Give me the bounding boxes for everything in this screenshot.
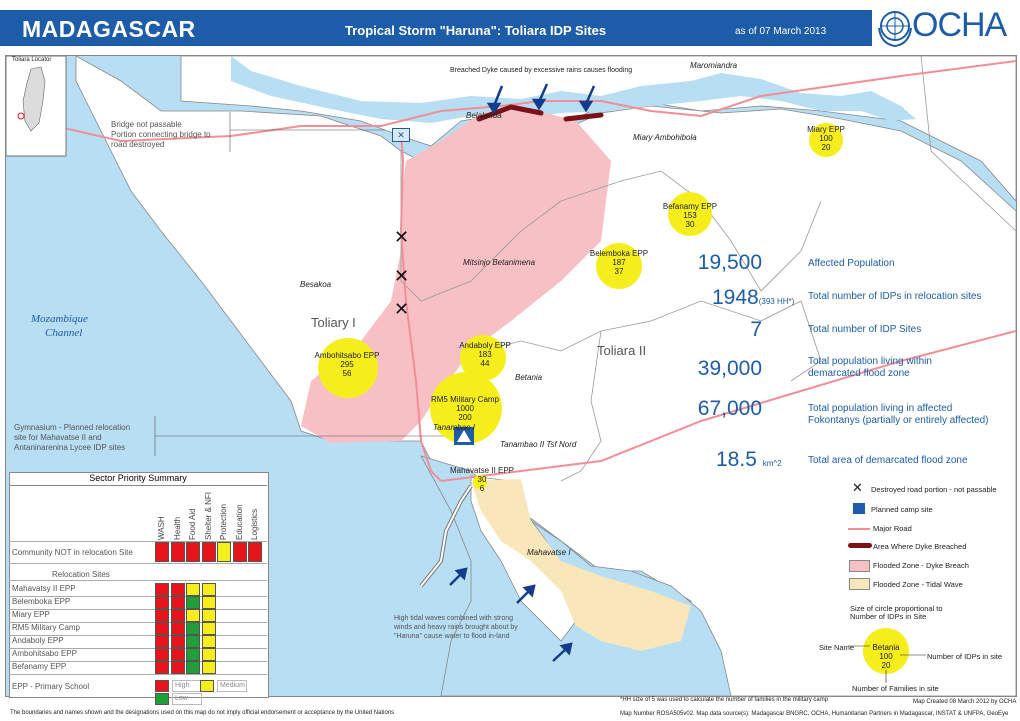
legend-dyke-breached: Area Where Dyke Breached	[873, 542, 967, 551]
sector-row-label: Befanamy EPP	[12, 662, 67, 671]
site-label-ambohitsabo: Ambohitsabo EPP 295 56	[314, 351, 380, 378]
legend-destroyed-road-icon: ✕	[852, 480, 863, 495]
stat-label-flood-pop-2: demarcated flood zone	[808, 368, 910, 379]
sector-row-label: Mahavatsy II EPP	[12, 584, 76, 593]
stat-label-affected: Affected Population	[808, 258, 895, 269]
place-toliara-ii: Toliara II	[597, 343, 647, 358]
legend-size-note-1: Size of circle proportional to	[850, 604, 943, 613]
legend-families-label: Number of Families in site	[852, 684, 939, 693]
stat-label-sites: Total number of IDP Sites	[808, 324, 922, 335]
stat-value-sites: 7	[750, 318, 762, 341]
footer-created: Map Created 08 March 2012 by OCHA	[913, 699, 1017, 705]
stat-label-fokontany-1: Total population living in affected	[808, 403, 953, 414]
legend-flood-dyke: Flooded Zone - Dyke Breach	[873, 561, 969, 570]
sector-header: Protection	[219, 503, 228, 540]
sector-header: Education	[234, 504, 244, 540]
place-mahavatse-i: Mahavatse I	[527, 548, 571, 557]
key-label-high: High	[172, 680, 202, 692]
stat-label-flood-pop-1: Total population living within	[808, 356, 932, 367]
destroyed-road-icon: ✕	[394, 227, 410, 247]
annotation-bridge-1: Bridge not passable	[111, 120, 182, 129]
footer-disclaimer: The boundaries and names shown and the designations used on this map do not imply official endorsement or acceptance by the United Nations	[10, 710, 395, 716]
site-label-miary: Miary EPP 100 20	[807, 125, 845, 152]
site-label-befanamy: Befanamy EPP 153 30	[662, 202, 718, 229]
sector-row-label: Andaboly EPP	[12, 636, 64, 645]
sector-row-label: EPP - Primary School	[12, 682, 90, 691]
sector-header: Shelter & NFI	[203, 491, 213, 540]
place-belalanda: Belalanda	[466, 111, 502, 120]
sector-header: WASH	[157, 516, 166, 540]
place-besakoa: Besakoa	[300, 280, 332, 289]
site-label-rm5: RM5 Military Camp 1000 200	[430, 395, 500, 422]
annotation-dyke: Breached Dyke caused by excessive rains causes flooding	[450, 67, 633, 74]
stat-value-affected-fokontany: 67,000	[697, 397, 762, 420]
annotation-tidal-2: winds and heavy rains brought about by	[394, 624, 518, 631]
place-miary-ambohibola: Miary Ambohibola	[633, 133, 697, 142]
sector-row-label: Ambohitsabo EPP	[12, 649, 77, 658]
annotation-gymnasium-2: site for Mahavatse II and	[14, 433, 102, 442]
ocha-logo-text: OCHA	[912, 6, 1007, 44]
stat-label-fokontany-2: Fokontanys (partially or entirely affected)	[808, 415, 989, 426]
country-title: MADAGASCAR	[22, 16, 196, 42]
stat-value-affected: 19,500	[697, 251, 762, 274]
legend-size-note-2: Number of IDPs in Site	[850, 612, 927, 621]
sector-header: Health	[172, 516, 182, 540]
legend-destroyed-road: Destroyed road portion - not passable	[871, 485, 997, 494]
place-tanambao-ii: Tanambao II Tsf Nord	[500, 440, 577, 449]
locator-title: Toliara Locator	[12, 57, 52, 63]
sector-row-label: RM5 Military Camp	[12, 623, 81, 632]
annotation-bridge-2: Portion connecting bridge to	[111, 130, 211, 139]
map-date: as of 07 March 2013	[735, 26, 827, 37]
legend-major-road: Major Road	[873, 524, 912, 533]
place-channel: Channel	[45, 327, 83, 339]
site-label-belemboka: Belemboka EPP 187 37	[589, 249, 649, 276]
stat-value-flood-pop: 39,000	[697, 357, 762, 380]
legend-sample-text: Betania 100 20	[872, 643, 900, 670]
footer-hh-note: *HH size of 5 was used to calculate the number of families in the military camp	[620, 697, 829, 703]
stat-value-flood-area: 18.5 km^2	[716, 448, 782, 471]
site-label-andaboly: Andaboly EPP 183 44	[459, 341, 511, 368]
key-label-medium: Medium	[217, 680, 247, 692]
place-tanambao-i: Tanambao I	[433, 423, 475, 432]
sector-summary-title: Sector Priority Summary	[9, 472, 267, 486]
place-toliary-i: Toliary I	[311, 315, 356, 330]
bridge-icon: ✕	[392, 128, 410, 142]
legend-planned-camp: Planned camp site	[871, 505, 933, 514]
sector-row-label: Belemboka EPP	[12, 597, 71, 606]
sector-row-label: Miary EPP	[12, 610, 50, 619]
map-title: Tropical Storm "Haruna": Toliara IDP Sites	[345, 23, 607, 38]
sector-row-label: Relocation Sites	[52, 570, 110, 579]
destroyed-road-icon: ✕	[394, 266, 410, 286]
stat-value-idps: 1948(393 HH*)	[712, 286, 795, 309]
annotation-gymnasium-1: Gymnasium - Planned relocation	[14, 423, 131, 432]
place-mitsinjo: Mitsinjo Betanimena	[463, 258, 536, 267]
legend-site-name-label: Site Name	[819, 643, 855, 652]
site-label-mahavatse: Mahavatse II EPP 30 6	[449, 466, 515, 493]
footer-sources: Map Number ROSA505v02. Map data source(s): Madagascar BNGRC, OCHA, Humanitarian Partners in Madagascar, INSTAT & UNFPA, GeoEye	[620, 711, 1009, 717]
legend-flood-tidal: Flooded Zone - Tidal Wave	[873, 580, 963, 589]
annotation-tidal-3: "Haruna" cause water to flood in-land	[394, 633, 510, 640]
legend-idps-label: Number of IDPs in site	[927, 652, 1003, 661]
sector-header: Food Aid	[188, 508, 197, 540]
place-mozambique: Mozambique	[31, 313, 88, 325]
sector-row-label: Community NOT in relocation Site	[12, 548, 133, 557]
place-betania: Betania	[515, 373, 543, 382]
place-maromiandra: Maromiandra	[690, 61, 738, 70]
stat-label-idps: Total number of IDPs in relocation sites	[808, 291, 982, 302]
sector-header: Logistics	[250, 508, 259, 540]
stat-label-flood-area: Total area of demarcated flood zone	[808, 455, 968, 466]
annotation-tidal-1: High tidal waves combined with strong	[394, 615, 514, 622]
annotation-gymnasium-3: Antaninarenina Lycee IDP sites	[14, 443, 126, 452]
key-label-low: Low	[172, 693, 202, 705]
destroyed-road-icon: ✕	[394, 299, 410, 319]
annotation-bridge-3: road destroyed	[111, 140, 165, 149]
